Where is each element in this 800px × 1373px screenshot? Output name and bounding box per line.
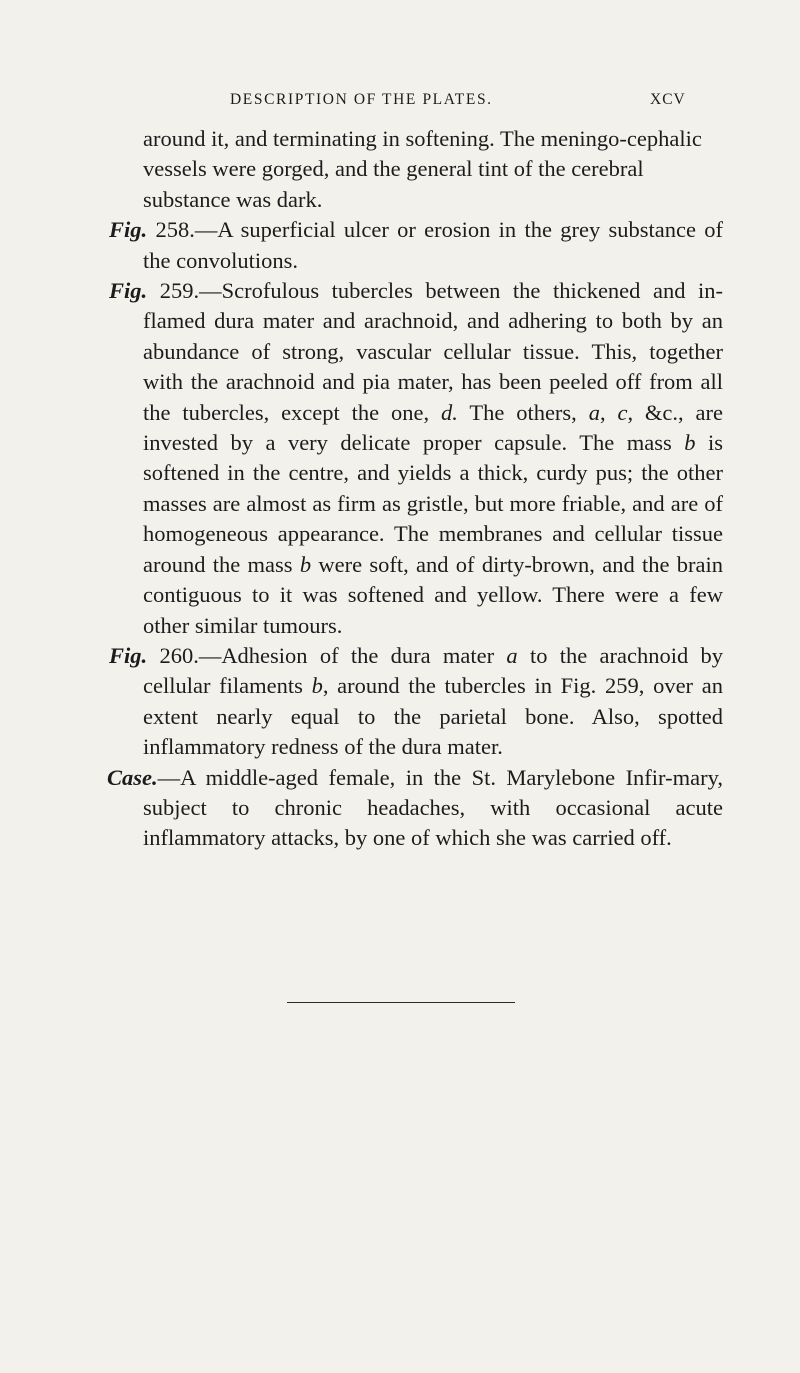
case-entry [107, 763, 723, 854]
body-text [107, 124, 724, 854]
fig-258-number: 258. [155, 217, 195, 243]
fig-260-ref-b: b [311, 673, 323, 699]
fig-259-ref-d: d. [441, 399, 458, 425]
fig-260-text-1: —Adhesion of the dura mater [198, 642, 507, 668]
fig-260-text-3: , around the tubercles in Fig. 259, over an extent nearly equal to the parietal bone. Also, spotted inflammatory redness of the dura mater. [143, 673, 723, 760]
fig-258-entry [109, 215, 724, 276]
running-title: DESCRIPTION OF THE PLATES. [230, 91, 493, 108]
section-divider-rule [287, 1002, 515, 1003]
fig-259-text-2: The others, [457, 399, 589, 425]
fig-258-text: —A superficial ulcer or erosion in the grey substance of the convolutions. [143, 217, 724, 273]
fig-259-text-1: —Scrofulous tubercles between the thickened and in-flamed dura mater and arachnoid, and adhering to both by an abundance of strong, vascular cellular tissue. This, together with the arachnoid and pia mater, has been peeled off from all the tubercles, except the one, [143, 278, 724, 425]
fig-259-ref-a: a [588, 399, 600, 425]
fig-260-label: Fig. [109, 642, 148, 668]
fig-260-number: 260. [159, 642, 199, 668]
fig-258-label: Fig. [109, 217, 148, 243]
running-head [0, 91, 800, 111]
fig-259-text-6: were soft, and of dirty-brown, and the brain contiguous to it was softened and yellow. There were a few other similar tumours. [143, 551, 723, 638]
continued-paragraph: around it, and terminating in softening. The meningo-cephalic vessels were gorged, and the general tint of the cerebral substance was dark. [143, 126, 702, 212]
fig-259-ref-c: c [617, 399, 628, 425]
fig-260-ref-a: a [506, 642, 518, 668]
fig-259-entry [109, 276, 724, 641]
fig-259-text-4: , &c., are invested by a very delicate proper capsule. The mass [143, 399, 724, 456]
page-number: XCV [650, 91, 686, 108]
fig-259-ref-b2: b [299, 551, 312, 577]
fig-259-number: 259. [159, 278, 200, 304]
fig-260-entry [109, 641, 724, 763]
fig-259-ref-b1: b [684, 430, 696, 456]
fig-259-text-3: , [599, 399, 618, 425]
fig-260-text-2: to the arachnoid by cellular filaments [143, 642, 724, 699]
case-label: Case. [107, 764, 158, 790]
fig-259-text-5: is softened in the centre, and yields a thick, curdy pus; the other masses are almost as firm as gristle, but more friable, and are of homogeneous appearance. The membranes and cellular tissue around the mass [143, 430, 723, 577]
fig-259-label: Fig. [109, 278, 148, 304]
case-text: —A middle-aged female, in the St. Marylebone Infir-mary, subject to chronic headaches, with occasional acute inflammatory attacks, by one of which she was carried off. [143, 764, 723, 851]
